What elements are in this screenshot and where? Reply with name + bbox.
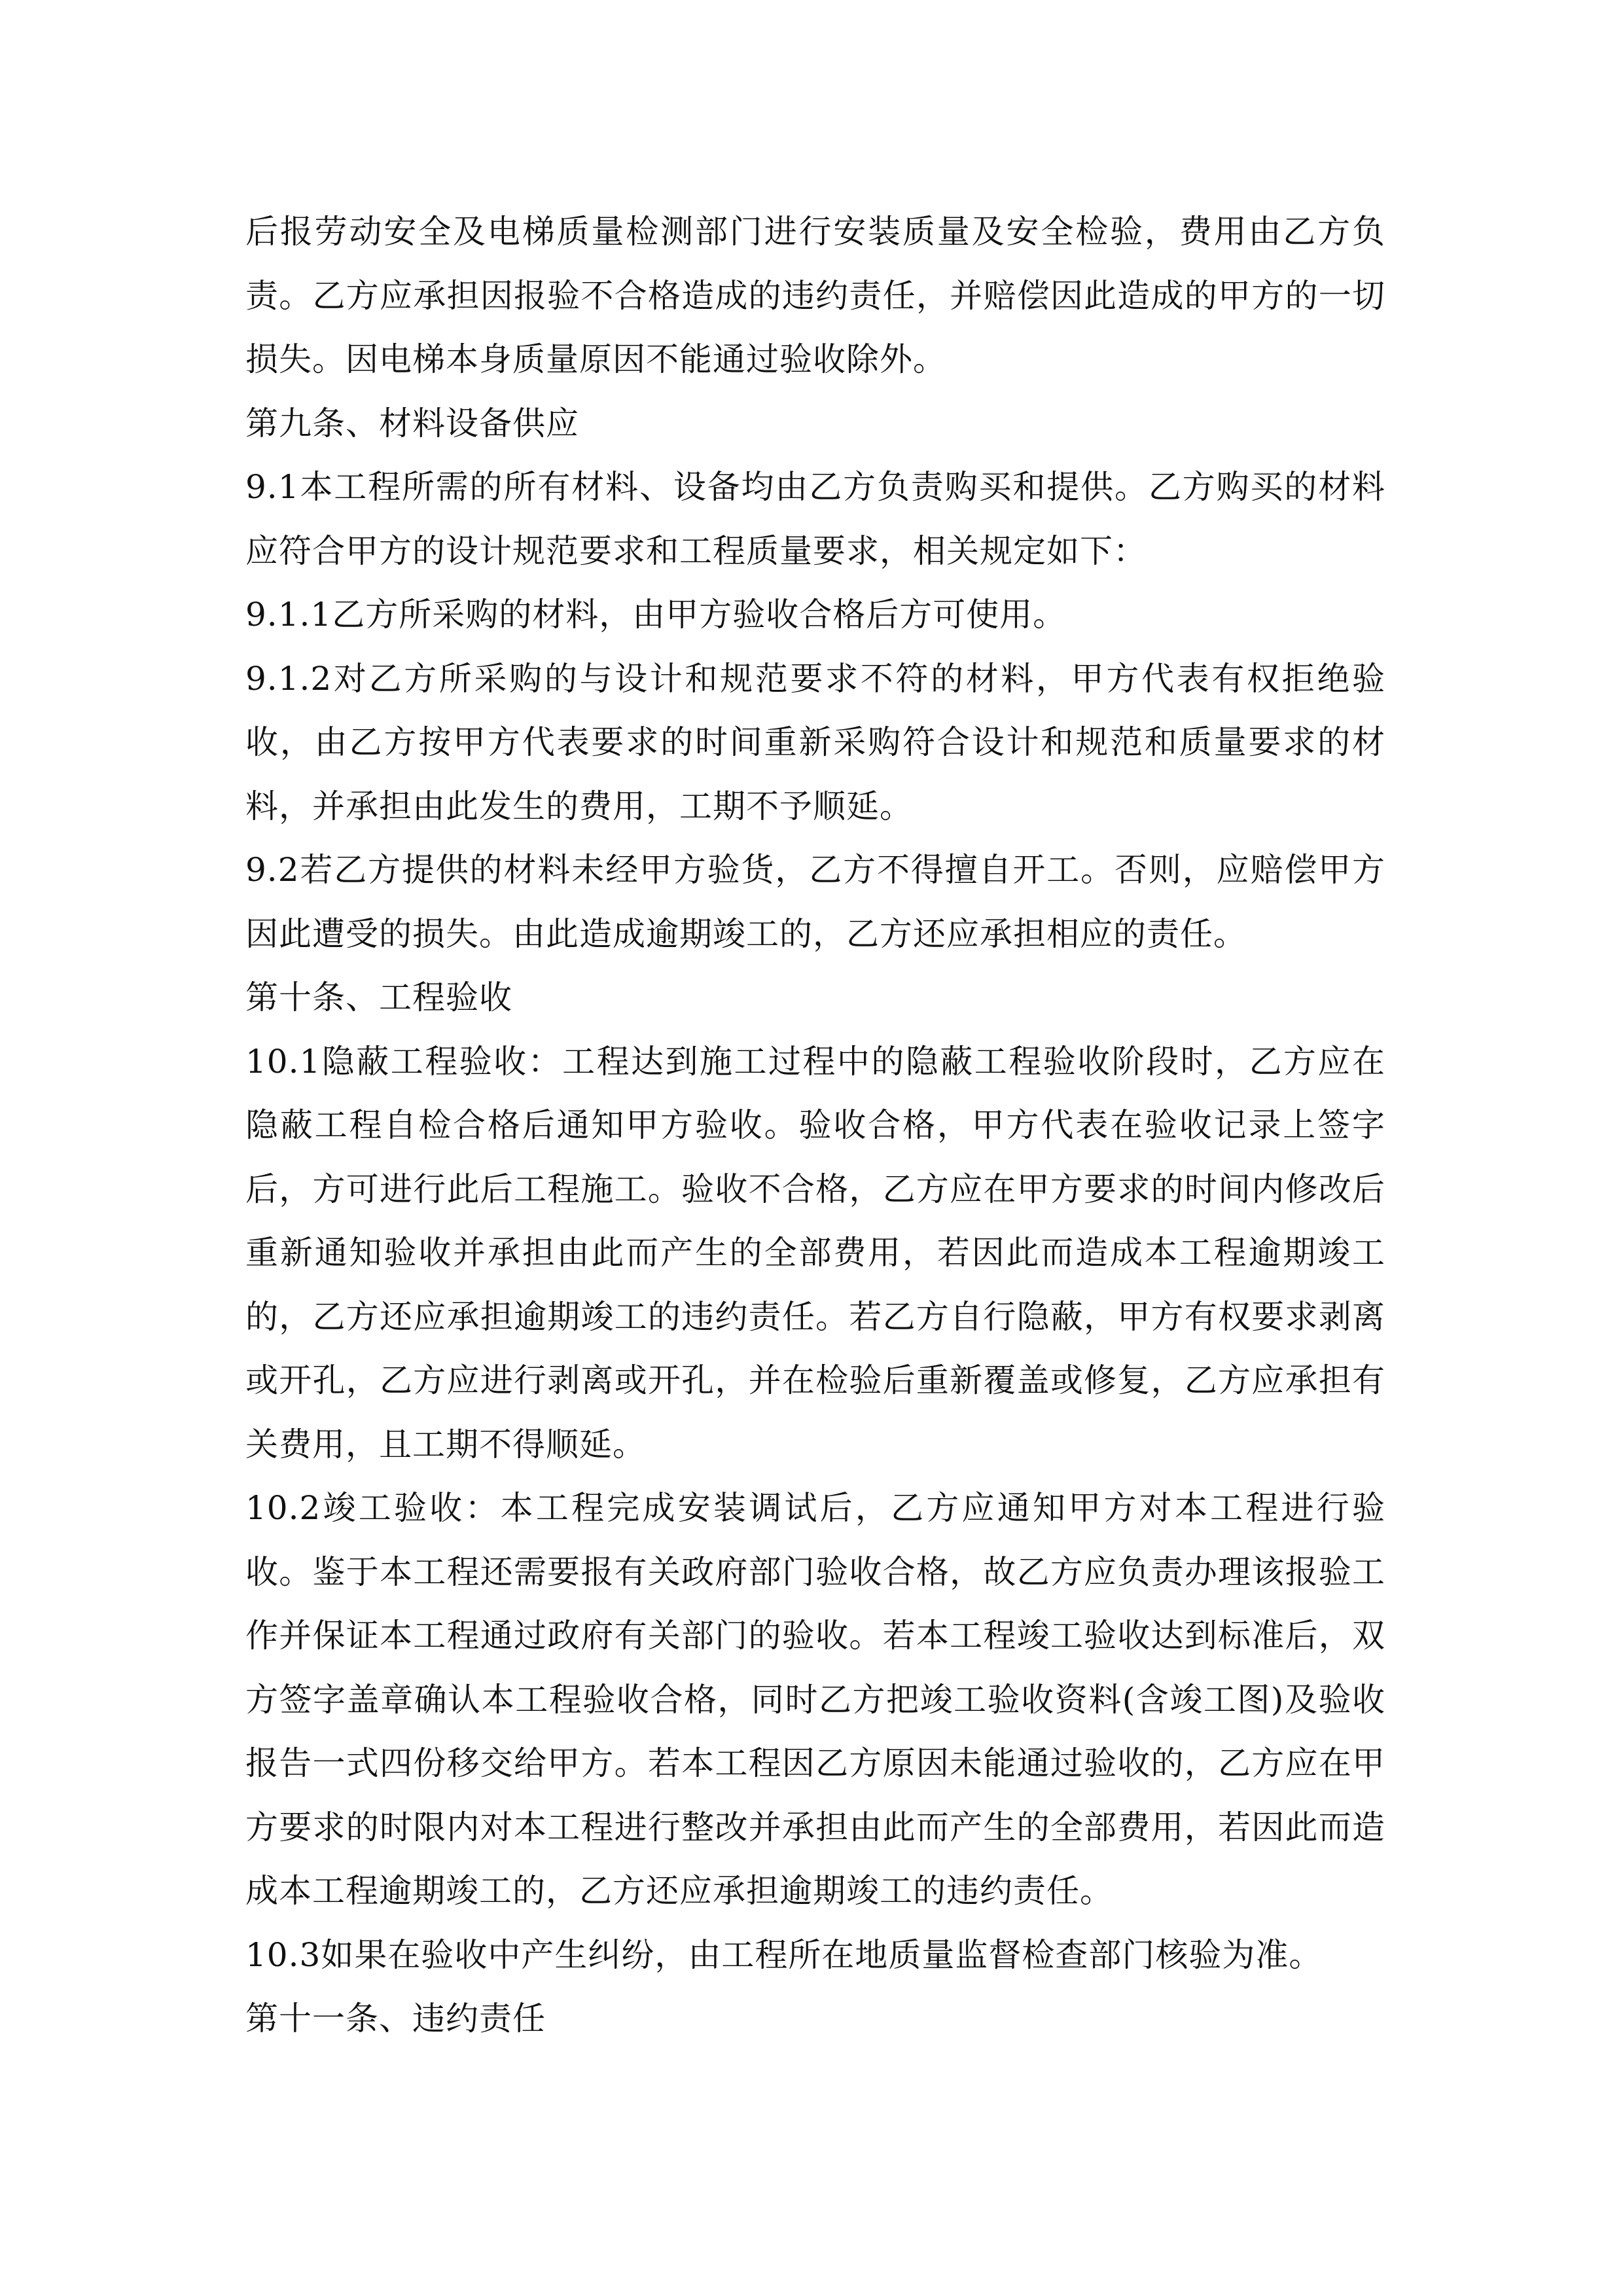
- clause-9-1: 9.1本工程所需的所有材料、设备均由乙方负责购买和提供。乙方购买的材料应符合甲方的设计规范要求和工程质量要求，相关规定如下：: [245, 468, 1385, 570]
- heading-article-11: 第十一条、违约责任: [245, 2000, 546, 2037]
- clause-10-1: 10.1隐蔽工程验收：工程达到施工过程中的隐蔽工程验收阶段时，乙方应在隐蔽工程自检合格后通知甲方验收。验收合格，甲方代表在验收记录上签字后，方可进行此后工程施工。验收不合格，乙方应在甲方要求的时间内修改后重新通知验收并承担由此而产生的全部费用，若因此而造成本工程逾期竣工的，乙方还应承担逾期竣工的违约责任。若乙方自行隐蔽，甲方有权要求剥离或开孔，乙方应进行剥离或开孔，并在检验后重新覆盖或修复，乙方应承担有关费用，且工期不得顺延。: [245, 1042, 1385, 1463]
- contract-body: [245, 200, 1385, 2051]
- clause-10-3: 10.3如果在验收中产生纠纷，由工程所在地质量监督检查部门核验为准。: [245, 1935, 1323, 1974]
- heading-article-10: 第十条、工程验收: [245, 978, 512, 1016]
- clause-9-1-1: 9.1.1乙方所采购的材料，由甲方验收合格后方可使用。: [245, 596, 1067, 634]
- paragraph-acceptance-inspection: 后报劳动安全及电梯质量检测部门进行安装质量及安全检验，费用由乙方负责。乙方应承担因报验不合格造成的违约责任，并赔偿因此造成的甲方的一切损失。因电梯本身质量原因不能通过验收除外。: [245, 213, 1385, 378]
- clause-9-2: 9.2若乙方提供的材料未经甲方验货，乙方不得擅自开工。否则，应赔偿甲方因此遭受的损失。由此造成逾期竣工的，乙方还应承担相应的责任。: [245, 851, 1385, 953]
- clause-9-1-2: 9.1.2对乙方所采购的与设计和规范要求不符的材料，甲方代表有权拒绝验收，由乙方按甲方代表要求的时间重新采购符合设计和规范和质量要求的材料，并承担由此发生的费用，工期不予顺延。: [245, 659, 1385, 825]
- clause-10-2: 10.2竣工验收：本工程完成安装调试后，乙方应通知甲方对本工程进行验收。鉴于本工程还需要报有关政府部门验收合格，故乙方应负责办理该报验工作并保证本工程通过政府有关部门的验收。若本工程竣工验收达到标准后，双方签字盖章确认本工程验收合格，同时乙方把竣工验收资料(含竣工图)及验收报告一式四份移交给甲方。若本工程因乙方原因未能通过验收的，乙方应在甲方要求的时限内对本工程进行整改并承担由此而产生的全部费用，若因此而造成本工程逾期竣工的，乙方还应承担逾期竣工的违约责任。: [245, 1489, 1385, 1910]
- heading-article-9: 第九条、材料设备供应: [245, 404, 579, 442]
